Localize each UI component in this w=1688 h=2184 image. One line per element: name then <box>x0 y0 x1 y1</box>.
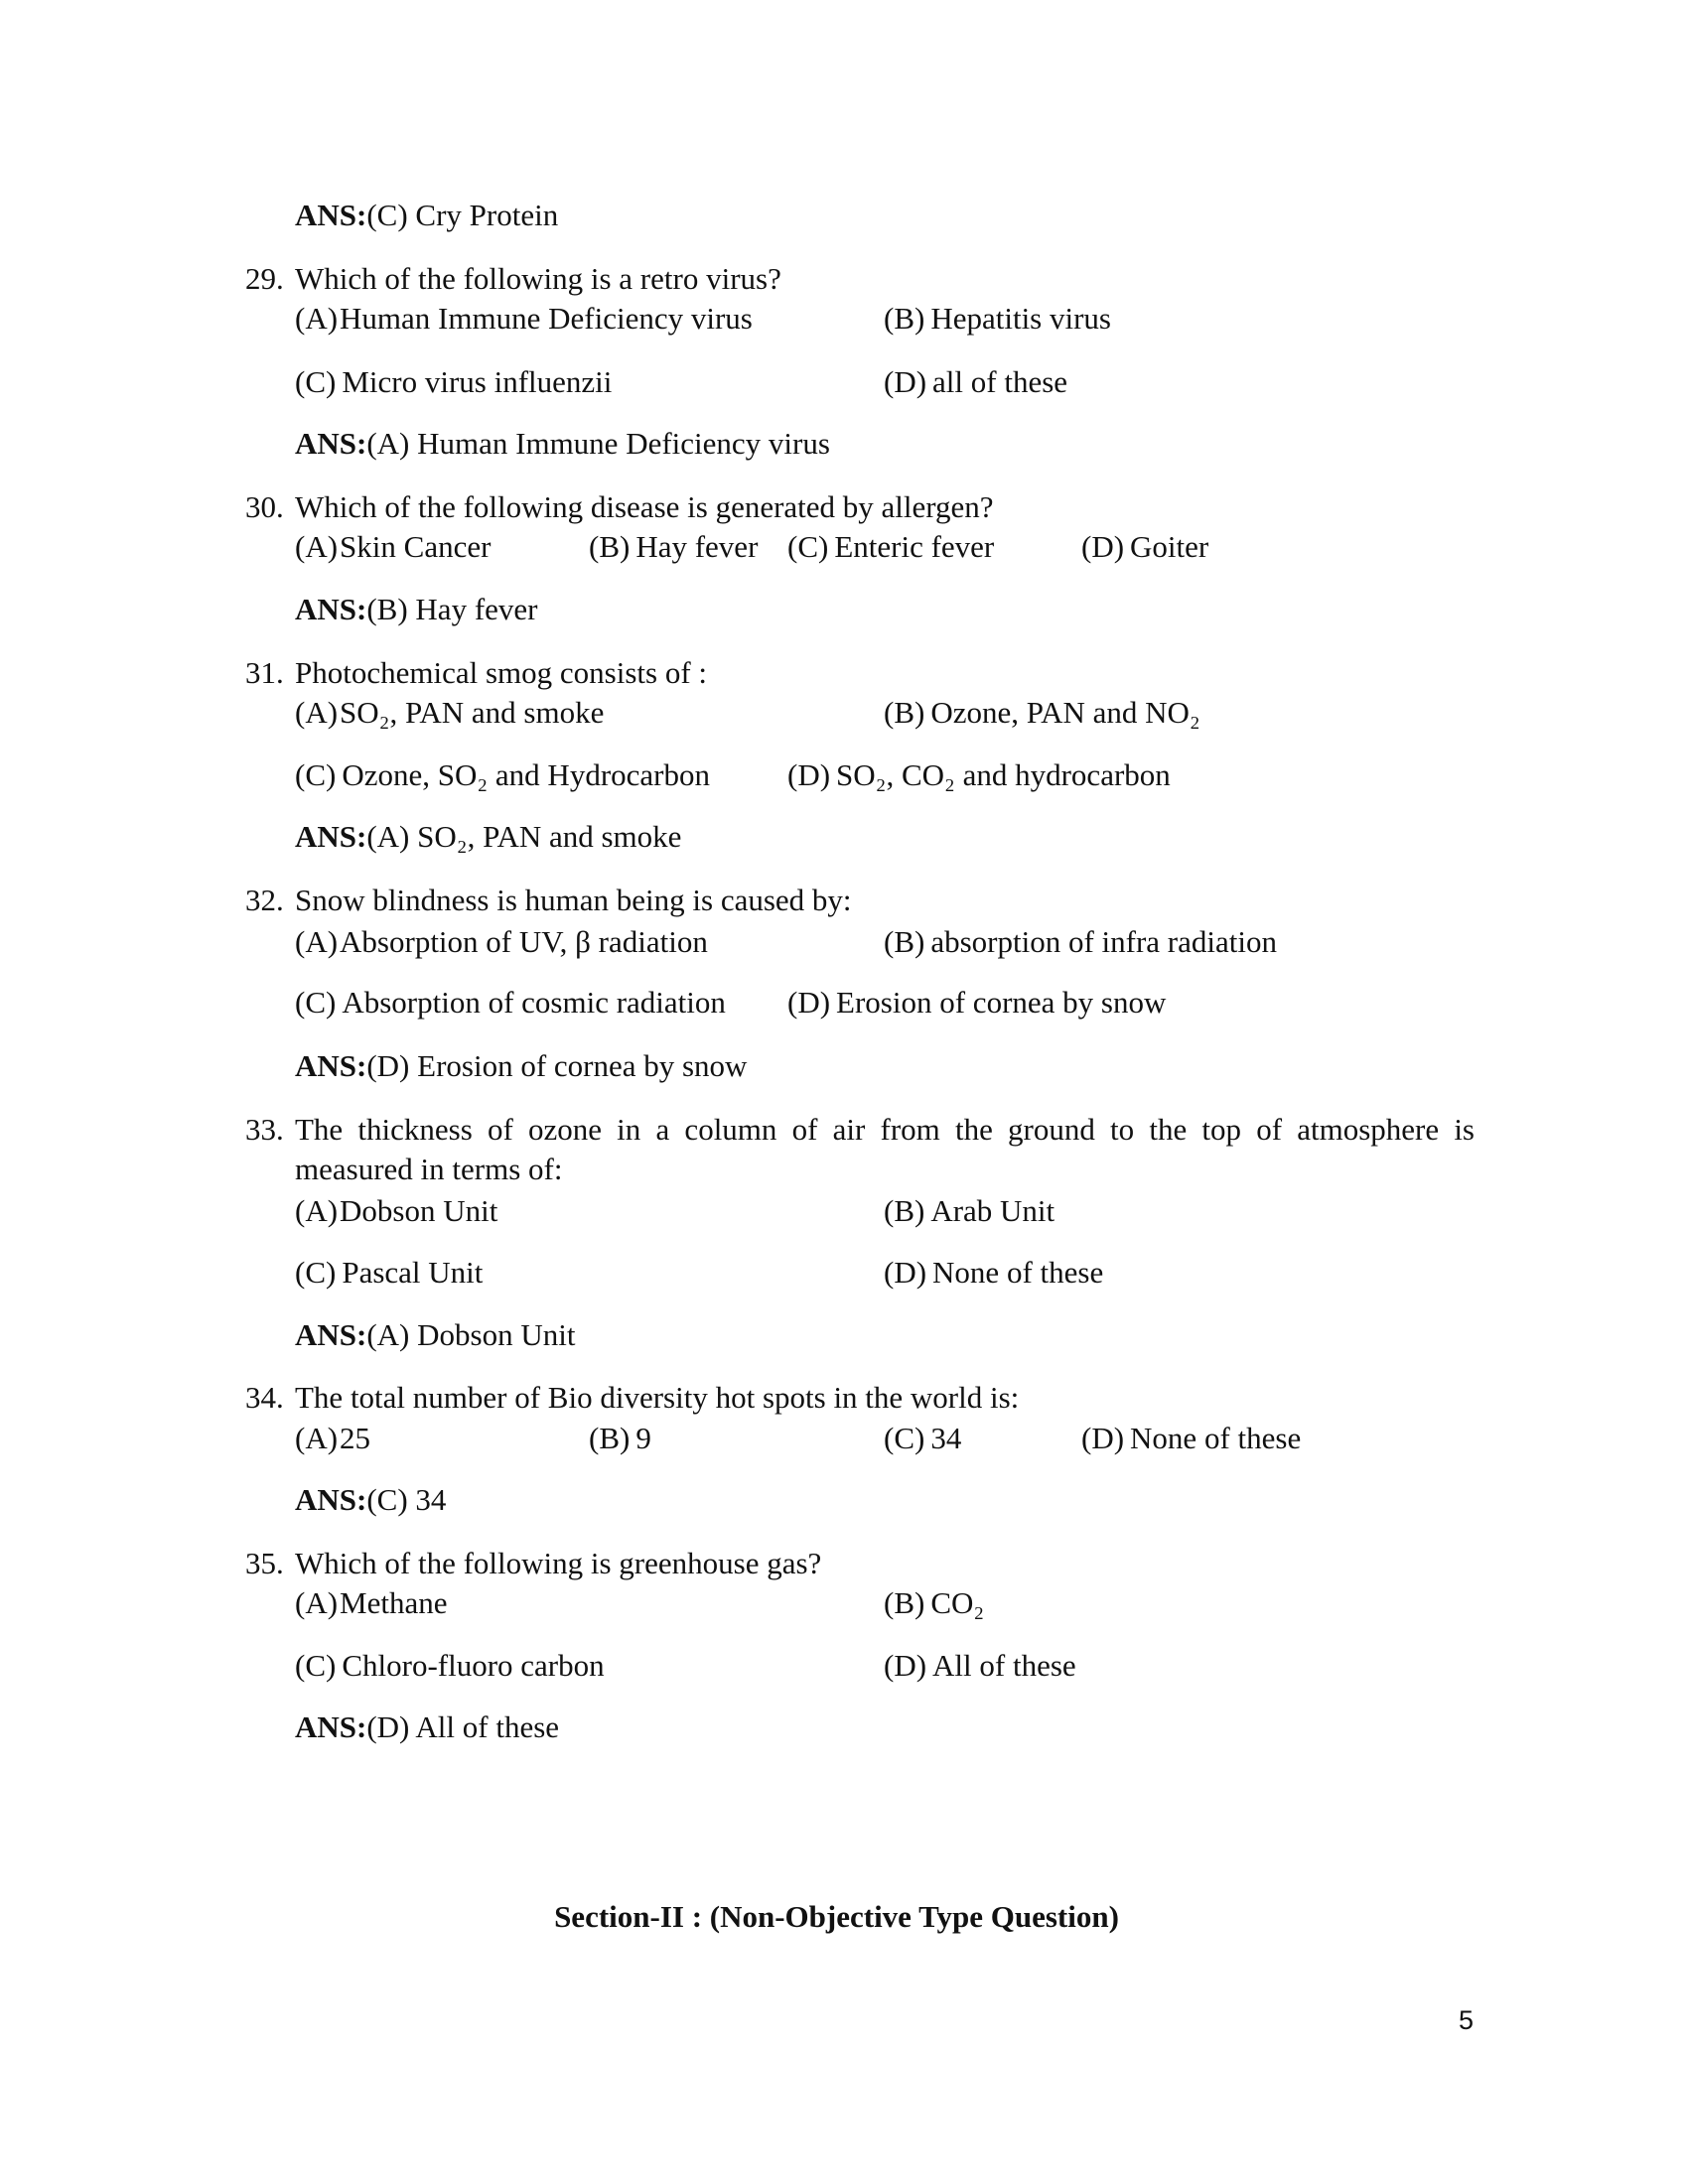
question-text: measured in terms of: <box>295 1152 563 1186</box>
option-label: (A) <box>295 1193 339 1228</box>
answer-text: (D) All of these <box>366 1709 560 1744</box>
option-label: (D) <box>884 1255 927 1290</box>
answer-label: ANS: <box>295 1709 367 1744</box>
option-label: (C) <box>295 364 337 399</box>
option-text: Arab Unit <box>930 1193 1055 1228</box>
option-text: SO₂, CO₂ and hydrocarbon <box>836 757 1171 792</box>
option-label: (A) <box>295 301 339 336</box>
option <box>295 1255 483 1291</box>
answer-text: (C) 34 <box>366 1482 447 1517</box>
question-number: 34. <box>245 1380 284 1415</box>
answer-line <box>295 1048 747 1084</box>
section-heading: Section-II : (Non-Objective Type Question) <box>554 1899 1119 1934</box>
answer-text: (A) Human Immune Deficiency virus <box>366 426 830 461</box>
option-label: (B) <box>884 301 925 336</box>
answer-text: (A) SO₂, PAN and smoke <box>366 819 682 854</box>
option <box>884 1255 1103 1291</box>
answer-text: (A) Dobson Unit <box>366 1317 576 1352</box>
option-label: (D) <box>1081 1421 1125 1455</box>
option-label: (A) <box>295 529 339 564</box>
option-label: (B) <box>884 695 925 730</box>
option <box>787 985 1166 1021</box>
option-label: (C) <box>295 985 337 1020</box>
answer-label: ANS: <box>295 426 367 461</box>
answer-label: ANS: <box>295 1317 367 1352</box>
option <box>295 1648 605 1684</box>
answer-line <box>295 592 537 627</box>
option <box>295 301 753 337</box>
option <box>1081 1421 1301 1456</box>
option-text: Erosion of cornea by snow <box>836 985 1167 1020</box>
option-label: (C) <box>295 1648 337 1683</box>
option <box>884 924 1277 960</box>
answer-line <box>295 198 558 233</box>
option-text: Ozone, PAN and NO₂ <box>930 695 1200 730</box>
question-text: The total number of Bio diversity hot spots in the world is: <box>295 1380 1020 1415</box>
question-number: 29. <box>245 261 284 296</box>
option-text: Hepatitis virus <box>930 301 1111 336</box>
option <box>295 985 726 1021</box>
option <box>787 757 1171 793</box>
option <box>884 1193 1055 1229</box>
question-number: 30. <box>245 489 284 524</box>
answer-label: ANS: <box>295 1482 367 1517</box>
option-text: Micro virus influenzii <box>342 364 613 399</box>
option-text: Pascal Unit <box>342 1255 484 1290</box>
option-label: (C) <box>884 1421 925 1455</box>
option-text: None of these <box>932 1255 1104 1290</box>
option-label: (C) <box>295 1255 337 1290</box>
option <box>295 364 612 400</box>
answer-text: (C) Cry Protein <box>366 198 559 232</box>
option-label: (D) <box>884 1648 927 1683</box>
option-text: CO₂ <box>930 1585 985 1620</box>
question-number: 31. <box>245 655 284 690</box>
option-text: Methane <box>340 1585 448 1620</box>
question-text: Photochemical smog consists of : <box>295 655 708 690</box>
option <box>884 695 1200 731</box>
option <box>295 1193 497 1229</box>
option-text: SO₂, PAN and smoke <box>340 695 605 730</box>
option <box>787 529 994 565</box>
question-text: Snow blindness is human being is caused by: <box>295 883 852 917</box>
question-text: The thickness of ozone in a column of air from the ground to the top of atmosphere is <box>295 1112 1475 1147</box>
option <box>295 1421 370 1456</box>
option <box>1081 529 1208 565</box>
option-text: Dobson Unit <box>340 1193 498 1228</box>
option-label: (D) <box>787 757 831 792</box>
option <box>589 529 758 565</box>
option-label: (B) <box>589 529 631 564</box>
option-text: absorption of infra radiation <box>930 924 1277 959</box>
answer-text: (B) Hay fever <box>366 592 538 626</box>
option-label: (D) <box>787 985 831 1020</box>
question-number: 33. <box>245 1112 284 1147</box>
option-text: All of these <box>932 1648 1076 1683</box>
option-label: (A) <box>295 695 339 730</box>
answer-label: ANS: <box>295 819 367 854</box>
question-text: Which of the following disease is generated by allergen? <box>295 489 994 524</box>
option <box>884 364 1067 400</box>
option <box>884 1648 1076 1684</box>
answer-line <box>295 1709 559 1745</box>
option-label: (A) <box>295 1585 339 1620</box>
option-label: (B) <box>884 1585 925 1620</box>
option <box>884 1585 984 1621</box>
question-number: 32. <box>245 883 284 917</box>
option-label: (A) <box>295 1421 339 1455</box>
answer-line <box>295 1317 575 1353</box>
answer-line <box>295 819 681 855</box>
option <box>295 529 491 565</box>
option-text: Goiter <box>1130 529 1209 564</box>
option-label: (B) <box>884 1193 925 1228</box>
option <box>589 1421 651 1456</box>
answer-label: ANS: <box>295 198 367 232</box>
answer-label: ANS: <box>295 1048 367 1083</box>
option-text: all of these <box>932 364 1068 399</box>
answer-label: ANS: <box>295 592 367 626</box>
answer-line <box>295 1482 446 1518</box>
question-text: Which of the following is a retro virus? <box>295 261 781 296</box>
option <box>295 1585 448 1621</box>
option-label: (C) <box>295 757 337 792</box>
option-text: Ozone, SO₂ and Hydrocarbon <box>342 757 710 792</box>
option-text: Hay fever <box>635 529 759 564</box>
option-text: Enteric fever <box>834 529 995 564</box>
option-text: Human Immune Deficiency virus <box>340 301 753 336</box>
option <box>295 695 604 731</box>
option-label: (C) <box>787 529 829 564</box>
option-text: Skin Cancer <box>340 529 492 564</box>
option-text: None of these <box>1130 1421 1302 1455</box>
option-label: (B) <box>884 924 925 959</box>
option <box>295 757 710 793</box>
answer-text: (D) Erosion of cornea by snow <box>366 1048 748 1083</box>
option-text: Chloro-fluoro carbon <box>342 1648 605 1683</box>
option <box>884 301 1111 337</box>
question-number: 35. <box>245 1546 284 1580</box>
answer-line <box>295 426 830 462</box>
option <box>884 1421 961 1456</box>
option-label: (D) <box>1081 529 1125 564</box>
option-text: 25 <box>340 1421 371 1455</box>
option-text: 9 <box>635 1421 651 1455</box>
option-text: 34 <box>930 1421 962 1455</box>
page-number: 5 <box>1459 2005 1475 2035</box>
option-label: (B) <box>589 1421 631 1455</box>
option-label: (A) <box>295 924 339 959</box>
option-label: (D) <box>884 364 927 399</box>
option-text: Absorption of cosmic radiation <box>342 985 726 1020</box>
question-text: Which of the following is greenhouse gas? <box>295 1546 822 1580</box>
option-text: Absorption of UV, β radiation <box>340 924 708 959</box>
option <box>295 924 708 960</box>
